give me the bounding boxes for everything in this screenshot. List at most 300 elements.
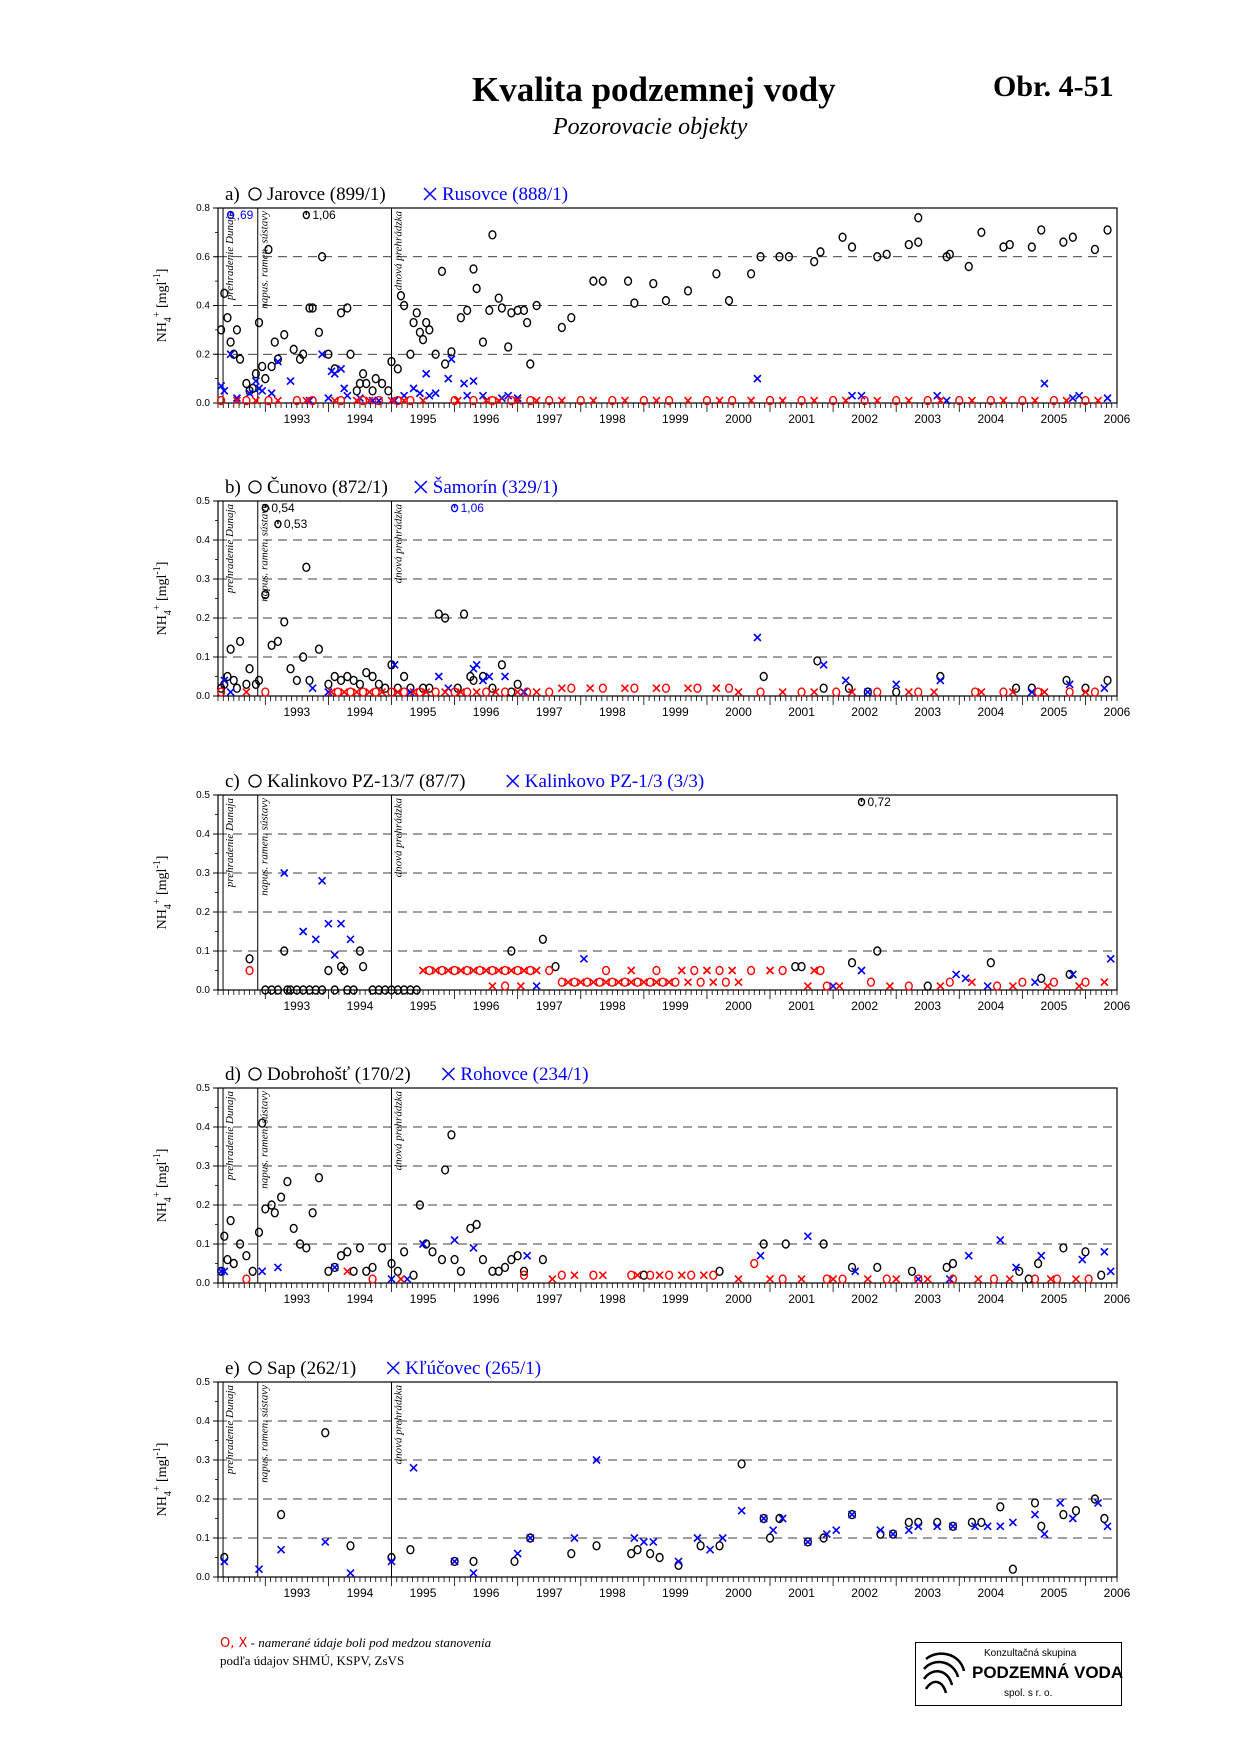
- data-point: [221, 1558, 228, 1565]
- data-point: [470, 1570, 477, 1577]
- x-tick-label: 1993: [283, 705, 311, 719]
- data-point: [968, 979, 975, 986]
- x-tick-label: 2003: [914, 705, 942, 719]
- data-point: [1031, 1511, 1038, 1518]
- data-point: [625, 277, 632, 285]
- data-point: [464, 392, 471, 399]
- data-point: [502, 1263, 509, 1271]
- x-tick-label: 1993: [283, 1292, 311, 1306]
- data-point: [1038, 1252, 1045, 1259]
- page-title: Kvalita podzemnej vody: [472, 70, 836, 109]
- y-tick-label: 0.0: [196, 691, 210, 702]
- data-point: [849, 243, 856, 251]
- y-tick-label: 0.0: [196, 985, 210, 996]
- x-tick-label: 1994: [346, 412, 374, 426]
- data-point: [306, 676, 313, 684]
- data-point: [811, 689, 818, 696]
- event-label: prehradenie Dunaja: [224, 504, 237, 594]
- x-tick-label: 2003: [914, 1292, 942, 1306]
- x-tick-label: 1996: [472, 412, 500, 426]
- data-point: [754, 375, 761, 382]
- data-point: [587, 685, 594, 692]
- data-point: [394, 365, 401, 373]
- data-point: [470, 1244, 477, 1251]
- data-point: [710, 1271, 717, 1279]
- data-point: [1104, 1523, 1111, 1530]
- data-point: [713, 270, 720, 278]
- y-tick-label: 0.3: [196, 868, 210, 879]
- data-point: [416, 390, 423, 397]
- data-point: [663, 684, 670, 692]
- y-tick-label: 0.4: [196, 535, 210, 546]
- data-point: [1019, 978, 1026, 986]
- data-point: [284, 1178, 291, 1186]
- event-label: dnová prehrádzka: [392, 504, 405, 584]
- data-point: [874, 688, 881, 696]
- legend-circle-icon: [249, 1068, 261, 1080]
- x-tick-label: 2001: [788, 999, 815, 1013]
- data-point: [905, 241, 912, 249]
- data-point: [360, 963, 367, 971]
- data-point: [243, 689, 250, 696]
- data-point: [300, 928, 307, 935]
- data-point: [1104, 395, 1111, 402]
- data-point: [713, 685, 720, 692]
- data-point: [984, 1523, 991, 1530]
- data-point: [540, 935, 547, 943]
- data-point: [338, 309, 345, 317]
- data-point: [401, 673, 408, 681]
- data-point: [1057, 1499, 1064, 1506]
- y-tick-label: 0.5: [196, 1083, 210, 1094]
- data-point: [1101, 1515, 1108, 1523]
- data-point: [905, 689, 912, 696]
- data-point: [527, 1535, 534, 1542]
- y-tick-label: 0.5: [196, 1377, 210, 1388]
- page-subtitle: Pozorovacie objekty: [553, 114, 748, 140]
- data-point: [663, 297, 670, 305]
- data-point: [379, 1244, 386, 1252]
- data-point: [303, 1244, 310, 1252]
- x-tick-label: 2005: [1040, 999, 1068, 1013]
- y-tick-label: 0.5: [196, 790, 210, 801]
- plot-frame: [218, 795, 1117, 990]
- data-point: [230, 676, 237, 684]
- event-label: napus. ramen. sústavy: [258, 211, 271, 309]
- data-point: [470, 265, 477, 273]
- data-point: [965, 1252, 972, 1259]
- data-point: [833, 688, 840, 696]
- x-tick-label: 2003: [914, 999, 942, 1013]
- data-point: [697, 1542, 704, 1550]
- data-point: [398, 292, 405, 300]
- legend-series2-label: Šamorín (329/1): [432, 477, 558, 498]
- data-point: [511, 1557, 518, 1565]
- x-tick-label: 1994: [346, 1292, 374, 1306]
- data-point: [700, 1272, 707, 1279]
- data-point: [379, 380, 386, 388]
- x-tick-label: 2001: [788, 705, 815, 719]
- y-axis-label: $NH_4^+$ [mgl$^{-1}$]: [152, 1442, 174, 1517]
- legend-x-icon: [415, 481, 427, 493]
- offscale-label: 0,54: [271, 501, 295, 515]
- data-point: [237, 637, 244, 645]
- data-point: [331, 1264, 338, 1271]
- legend-circle-icon: [249, 481, 261, 493]
- footnote: [220, 1635, 491, 1651]
- x-tick-label: 1999: [662, 705, 689, 719]
- y-tick-label: 0.2: [196, 1200, 210, 1211]
- data-point: [439, 1256, 446, 1264]
- data-point: [1060, 1511, 1067, 1519]
- data-point: [401, 688, 408, 696]
- data-point: [347, 1570, 354, 1577]
- data-point: [915, 214, 922, 222]
- source-note: podľa údajov SHMÚ, KSPV, ZsVS: [220, 1653, 405, 1668]
- legend-series1-label: Jarovce (899/1): [267, 184, 386, 205]
- data-point: [344, 1248, 351, 1256]
- data-point: [489, 983, 496, 990]
- x-tick-label: 1995: [409, 999, 437, 1013]
- data-point: [823, 982, 830, 990]
- data-point: [817, 967, 824, 975]
- event-label: prehradenie Dunaja: [224, 798, 237, 888]
- data-point: [820, 684, 827, 692]
- legend-circle-icon: [249, 1362, 261, 1374]
- data-point: [754, 634, 761, 641]
- x-tick-label: 1996: [472, 999, 500, 1013]
- data-point: [429, 1248, 436, 1256]
- data-point: [883, 1275, 890, 1283]
- data-point: [599, 684, 606, 692]
- y-axis-label: $NH_4^+$ [mgl$^{-1}$]: [152, 268, 174, 343]
- data-point: [287, 378, 294, 385]
- data-point: [413, 309, 420, 317]
- event-label: prehradenie Dunaja: [224, 211, 237, 301]
- data-point: [385, 387, 392, 395]
- data-point: [502, 982, 509, 990]
- data-point: [442, 360, 449, 368]
- data-point: [905, 1518, 912, 1526]
- x-tick-label: 2004: [977, 999, 1005, 1013]
- data-point: [905, 982, 912, 990]
- data-point: [779, 967, 786, 975]
- data-point: [672, 978, 679, 986]
- data-point: [259, 387, 266, 394]
- data-point: [707, 1546, 714, 1553]
- data-point: [666, 1271, 673, 1279]
- data-point: [703, 967, 710, 974]
- data-point: [1079, 1256, 1086, 1263]
- x-tick-label: 1995: [409, 1292, 437, 1306]
- x-tick-label: 1998: [598, 999, 626, 1013]
- data-point: [656, 1272, 663, 1279]
- x-tick-label: 1994: [346, 999, 374, 1013]
- data-point: [473, 689, 480, 696]
- data-point: [1041, 1531, 1048, 1538]
- data-point: [448, 356, 455, 363]
- data-point: [502, 673, 509, 680]
- data-point: [479, 677, 486, 684]
- data-point: [464, 306, 471, 314]
- data-point: [227, 1217, 234, 1225]
- x-tick-label: 2000: [725, 705, 752, 719]
- data-point: [243, 680, 250, 688]
- data-point: [770, 1527, 777, 1534]
- logo-line2: PODZEMNÁ VODA: [972, 1663, 1124, 1682]
- data-point: [432, 390, 439, 397]
- x-tick-label: 2003: [914, 1586, 942, 1600]
- data-point: [738, 1507, 745, 1514]
- data-point: [628, 967, 635, 974]
- chart-panel-4: [152, 1064, 1131, 1306]
- y-tick-label: 0.2: [196, 907, 210, 918]
- data-point: [1085, 1275, 1092, 1283]
- data-point: [347, 936, 354, 943]
- footnote-text: - namerané údaje boli pod medzou stanovenia: [247, 1635, 492, 1650]
- data-point: [357, 680, 364, 688]
- data-point: [249, 1267, 256, 1275]
- logo-line3: spol. s r. o.: [1004, 1688, 1053, 1699]
- data-point: [259, 362, 266, 370]
- data-point: [634, 1546, 641, 1554]
- event-label: napus. ramen. sústavy: [258, 1385, 271, 1483]
- data-point: [675, 1558, 682, 1565]
- data-point: [650, 1538, 657, 1545]
- data-point: [836, 983, 843, 990]
- footnote-symbols: O, X: [220, 1636, 248, 1651]
- legend-x-icon: [442, 1068, 454, 1080]
- data-point: [1098, 1271, 1105, 1279]
- data-point: [779, 689, 786, 696]
- data-point: [410, 1271, 417, 1279]
- event-label: napus. ramen. sústavy: [258, 798, 271, 896]
- y-tick-label: 0.0: [196, 1572, 210, 1583]
- data-point: [568, 684, 575, 692]
- data-point: [893, 1276, 900, 1283]
- data-point: [987, 959, 994, 967]
- data-point: [293, 676, 300, 684]
- data-point: [1060, 238, 1067, 246]
- data-point: [997, 1237, 1004, 1244]
- data-point: [271, 338, 278, 346]
- data-point: [278, 1511, 285, 1519]
- data-point: [221, 1232, 228, 1240]
- chart-panel-2: [152, 476, 1131, 719]
- data-point: [1082, 689, 1089, 696]
- data-point: [767, 1276, 774, 1283]
- data-point: [483, 688, 490, 696]
- data-point: [410, 385, 417, 392]
- x-tick-label: 2005: [1040, 705, 1068, 719]
- data-point: [227, 689, 234, 696]
- data-point: [470, 378, 477, 385]
- data-point: [325, 967, 332, 975]
- data-point: [1006, 1276, 1013, 1283]
- data-point: [338, 920, 345, 927]
- data-point: [246, 955, 253, 963]
- data-point: [234, 326, 241, 334]
- x-tick-label: 2006: [1103, 1292, 1131, 1306]
- data-point: [445, 375, 452, 382]
- event-label: prehradenie Dunaja: [224, 1385, 237, 1475]
- plot-frame: [218, 208, 1117, 403]
- panel-letter: e): [225, 1358, 240, 1379]
- data-point: [890, 1531, 897, 1538]
- data-point: [442, 689, 449, 696]
- data-point: [309, 1209, 316, 1217]
- data-point: [448, 1131, 455, 1139]
- data-point: [442, 1166, 449, 1174]
- data-point: [533, 983, 540, 990]
- data-point: [256, 319, 263, 327]
- data-point: [432, 688, 439, 696]
- company-logo: [915, 1642, 1122, 1706]
- data-point: [599, 1272, 606, 1279]
- data-point: [1072, 1276, 1079, 1283]
- legend-series2-label: Rusovce (888/1): [442, 184, 569, 205]
- offscale-label: 1,06: [312, 208, 336, 222]
- panel-letter: a): [225, 184, 240, 205]
- data-point: [246, 665, 253, 673]
- data-point: [804, 983, 811, 990]
- data-point: [568, 1550, 575, 1558]
- x-tick-label: 2004: [977, 705, 1005, 719]
- data-point: [1107, 1268, 1114, 1275]
- x-tick-label: 1999: [662, 1292, 689, 1306]
- data-point: [410, 319, 417, 327]
- data-point: [678, 967, 685, 974]
- data-point: [230, 1260, 237, 1268]
- legend-series2-label: Kľúčovec (265/1): [405, 1358, 542, 1379]
- data-point: [290, 345, 297, 353]
- data-point: [1009, 1519, 1016, 1526]
- event-label: dnová prehrádzka: [392, 211, 405, 291]
- plot-frame: [218, 501, 1117, 696]
- x-tick-label: 1997: [535, 1292, 563, 1306]
- data-point: [524, 319, 531, 327]
- data-point: [716, 967, 723, 975]
- data-point: [268, 362, 275, 370]
- data-point: [1082, 978, 1089, 986]
- y-tick-label: 0.4: [196, 829, 210, 840]
- data-point: [498, 661, 505, 669]
- data-point: [495, 294, 502, 302]
- y-tick-label: 0.2: [196, 349, 210, 361]
- data-point: [735, 1276, 742, 1283]
- data-point: [640, 1538, 647, 1545]
- data-point: [325, 920, 332, 927]
- chart-panel-5: [152, 1358, 1131, 1600]
- offscale-label: ,69: [236, 208, 254, 222]
- data-point: [243, 1275, 250, 1283]
- data-point: [864, 1276, 871, 1283]
- data-point: [369, 1275, 376, 1283]
- data-point: [1032, 1499, 1039, 1507]
- data-point: [603, 967, 610, 975]
- data-point: [407, 1546, 414, 1554]
- data-point: [1092, 245, 1099, 253]
- data-point: [322, 1538, 329, 1545]
- data-point: [274, 1264, 281, 1271]
- data-point: [874, 1263, 881, 1271]
- data-point: [246, 967, 253, 975]
- data-point: [621, 685, 628, 692]
- data-point: [451, 1558, 458, 1565]
- data-point: [953, 971, 960, 978]
- data-point: [480, 1256, 487, 1264]
- data-point: [849, 959, 856, 967]
- event-label: dnová prehrádzka: [392, 798, 405, 878]
- data-point: [760, 1515, 767, 1522]
- data-point: [839, 1275, 846, 1283]
- data-point: [309, 685, 316, 692]
- data-point: [426, 326, 433, 334]
- data-point: [514, 1252, 521, 1260]
- data-point: [839, 233, 846, 241]
- data-point: [738, 1460, 745, 1468]
- legend-x-icon: [507, 775, 519, 787]
- data-point: [517, 983, 524, 990]
- x-tick-label: 1998: [598, 705, 626, 719]
- data-point: [893, 681, 900, 688]
- legend-series1-label: Dobrohošť (170/2): [267, 1064, 411, 1085]
- data-point: [404, 1276, 411, 1283]
- x-tick-label: 2002: [851, 1586, 879, 1600]
- y-tick-label: 0.8: [196, 203, 210, 214]
- data-point: [344, 304, 351, 312]
- data-point: [407, 350, 414, 358]
- plot-frame: [218, 1088, 1117, 1283]
- x-tick-label: 2002: [851, 1292, 879, 1306]
- logo-emblem-icon: [920, 1649, 970, 1701]
- data-point: [568, 314, 575, 322]
- data-point: [949, 1523, 956, 1530]
- x-tick-label: 1995: [409, 705, 437, 719]
- data-point: [735, 979, 742, 986]
- x-tick-label: 1999: [662, 412, 689, 426]
- data-point: [489, 231, 496, 239]
- legend-circle-icon: [249, 188, 261, 200]
- data-point: [527, 360, 534, 368]
- event-label: napus. ramen. sústavy: [258, 1091, 271, 1189]
- data-point: [514, 1550, 521, 1557]
- x-tick-label: 2005: [1040, 412, 1068, 426]
- data-point: [1038, 1522, 1045, 1530]
- y-tick-label: 0.1: [196, 1533, 210, 1544]
- data-point: [691, 967, 698, 975]
- data-point: [312, 936, 319, 943]
- data-point: [457, 1267, 464, 1275]
- data-point: [757, 1252, 764, 1259]
- data-point: [319, 877, 326, 884]
- data-point: [331, 951, 338, 958]
- x-tick-label: 2006: [1103, 412, 1131, 426]
- data-point: [486, 306, 493, 314]
- data-point: [886, 983, 893, 990]
- data-point: [341, 385, 348, 392]
- x-tick-label: 1993: [283, 412, 311, 426]
- legend-series2-label: Kalinkovo PZ-1/3 (3/3): [524, 771, 705, 792]
- logo-line1: Konzultačná skupina: [984, 1648, 1077, 1659]
- data-point: [937, 677, 944, 684]
- data-point: [817, 248, 824, 256]
- y-tick-label: 0.0: [196, 398, 210, 409]
- data-point: [694, 684, 701, 692]
- data-point: [997, 1523, 1004, 1530]
- event-label: napus. ramen. sústavy: [258, 504, 271, 602]
- data-point: [464, 688, 471, 696]
